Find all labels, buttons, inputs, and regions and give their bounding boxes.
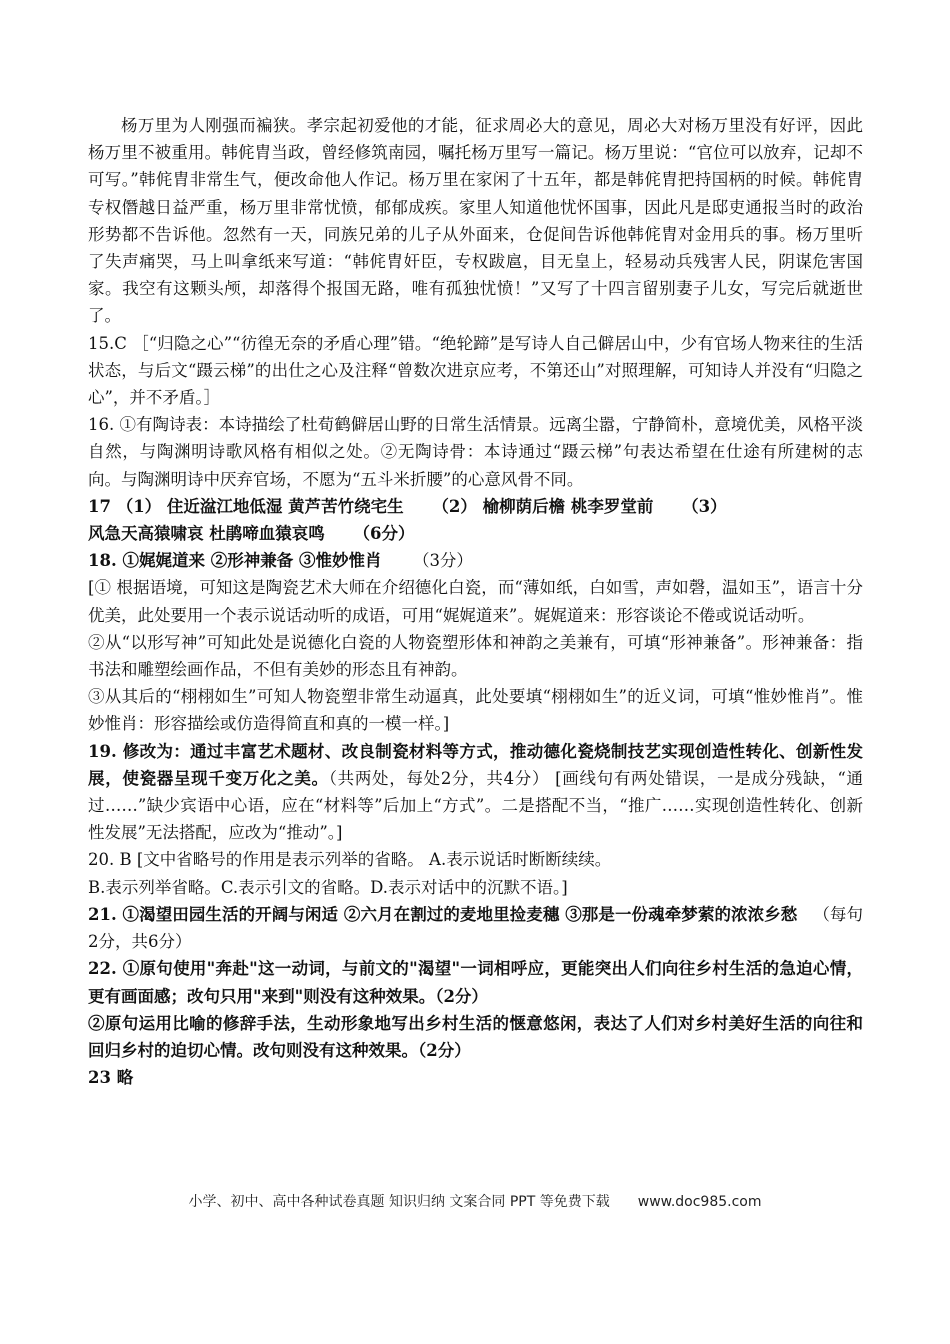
answer-22-part1: 22. ①原句使用"奔赴"这一动词，与前文的"渴望"一词相呼应，更能突出人们向往乡村生活的急迫心情，更有画面感；改句只用"来到"则没有这种效果。（2分） [88, 959, 863, 1006]
answer-22-part2: ②原句运用比喻的修辞手法，生动形象地写出乡村生活的惬意悠闲，表达了人们对乡村美好生活的向往和回归乡村的迫切心情。改句则没有这种效果。（2分） [88, 1013, 863, 1060]
answer-18-explain-3: ③从其后的“栩栩如生”可知人物瓷塑非常生动逼真，此处要填“栩栩如生”的近义词，可填“惟妙惟肖”。惟妙惟肖：形容描绘或仿造得简直和真的一模一样。] [88, 687, 863, 734]
answer-18-explain-1: [① 根据语境，可知这是陶瓷艺术大师在介绍德化白瓷，而“薄如纸，白如雪，声如磬，温如玉”，语言十分优美，此处要用一个表示说话动听的成语，可用“娓娓道来”。娓娓道来：形容谈论不倦或说话动听。 [88, 578, 863, 625]
answer-18 [88, 547, 863, 574]
answer-17 [88, 493, 863, 547]
answer-21-score: （每句2分，共6分） [88, 904, 863, 952]
footer-text: 小学、初中、高中各种试卷真题 知识归纳 文案合同 PPT 等免费下载 [188, 1194, 610, 1210]
answer-17-part3-label: （3） [682, 496, 727, 516]
answer-15: 15.C ［“归隐之心”“彷徨无奈的矛盾心理”错。“绝轮蹄”是写诗人自己僻居山中，少有官场人物来往的生活状态，与后文“蹑云梯”的出仕之心及注释“曾数次进京应考，不第还山”对照理解，可知诗人并没有“归隐之心”，并不矛盾。］ [88, 333, 863, 408]
answer-23: 23 略 [88, 1068, 134, 1088]
answer-21 [88, 901, 863, 955]
answer-19-explain: （共两处，每处2分，共4分） [画线句有两处错误，一是成分残缺，“通过……”缺少宾语中心语，应在“材料等”后加上“方式”。二是搭配不当，“推广……实现创造性转化、创新性发展”无法搭配，应改为“推动”。] [88, 768, 863, 843]
answer-21-sentences: 21. ①渴望田园生活的开阔与闲适 ②六月在割过的麦地里捡麦穗 ③那是一份魂牵梦萦的浓浓乡愁 [88, 904, 798, 924]
answer-16: 16. ①有陶诗表：本诗描绘了杜荀鹤僻居山野的日常生活情景。远离尘嚣，宁静简朴，意境优美，风格平淡自然，与陶渊明诗歌风格有相似之处。②无陶诗骨：本诗通过“蹑云梯”句表达希望在仕途有所建树的志向。与陶渊明诗中厌弃官场，不愿为“五斗米折腰”的心意风骨不同。 [88, 415, 863, 489]
answer-20: 20. B [文中省略号的作用是表示列举的省略。 A.表示说话时断断续续。 [88, 850, 612, 870]
translation-paragraph: 杨万里为人刚强而褊狭。孝宗起初爱他的才能，征求周必大的意见，周必大对杨万里没有好评，因此杨万里不被重用。韩侂胄当政，曾经修筑南园，嘱托杨万里写一篇记。杨万里说：“官位可以放弃，记却不可写。”韩侂胄非常生气，便改命他人作记。杨万里在家闲了十五年，都是韩侂胄把持国柄的时候。韩侂胄专权僭越日益严重，杨万里非常忧愤，郁郁成疾。家里人知道他忧怀国事，因此凡是邸吏通报当时的政治形势都不告诉他。忽然有一天，同族兄弟的儿子从外面来，仓促间告诉他韩侂胄对金用兵的事。杨万里听了失声痛哭，马上叫拿纸来写道：“韩侂胄奸臣，专权跋扈，目无皇上，轻易动兵残害人民，阴谋危害国家。我空有这颗头颅，却落得个报国无路，唯有孤独忧愤！”又写了十四言留别妻子儿女，写完后就逝世了。 [88, 116, 863, 326]
answer-content [88, 112, 863, 1091]
answer-18-score: （3分） [412, 551, 473, 571]
footer-url[interactable]: www.doc985.com [637, 1194, 762, 1210]
answer-17-part3: 风急天高猿啸哀 杜鹃啼血猿哀鸣 [88, 524, 325, 544]
answer-19-revision: 19. 修改为：通过丰富艺术题材、改良制瓷材料等方式，推动德化瓷烧制技艺实现创造性转化、创新性发展，使瓷器呈现千变万化之美。 [88, 741, 863, 788]
answer-17-part1: 17 （1） 住近湓江地低湿 黄芦苦竹绕宅生 [88, 496, 404, 516]
answer-20-options: B.表示列举省略。C.表示引文的省略。D.表示对话中的沉默不语。] [88, 877, 568, 897]
answer-18-words: 18. ①娓娓道来 ②形神兼备 ③惟妙惟肖 [88, 551, 382, 571]
page-footer [0, 1191, 950, 1211]
answer-19 [88, 738, 863, 847]
answer-18-explain-2: ②从“以形写神”可知此处是说德化白瓷的人物瓷塑形体和神韵之美兼有，可填“形神兼备”。形神兼备：指书法和雕塑绘画作品，不但有美妙的形态且有神韵。 [88, 632, 863, 680]
answer-17-score: （6分） [353, 524, 415, 544]
answer-17-part2: （2） 榆柳荫后檐 桃李罗堂前 [432, 496, 654, 516]
